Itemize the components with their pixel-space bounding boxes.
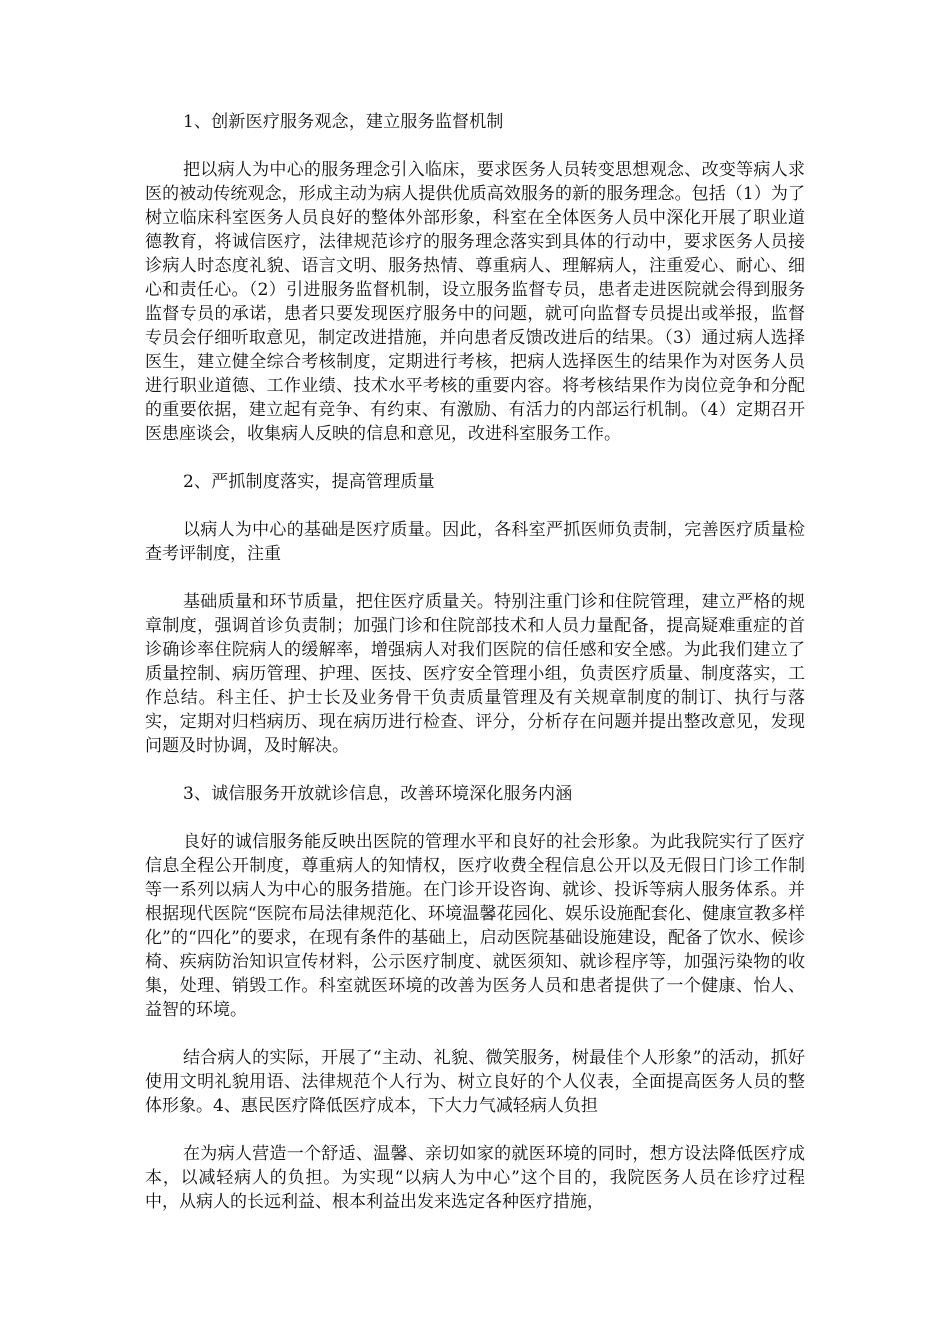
section-3-paragraph-1: 良好的诚信服务能反映出医院的管理水平和良好的社会形象。为此我院实行了医疗信息全程公开制度，尊重病人的知情权，医疗收费全程信息公开以及无假日门诊工作制等一系列以病人为中心的服务措施。在门诊开设咨询、就诊、投诉等病人服务体系。并根据现代医院“医院布局法律规范化、环境温馨花园化、娱乐设施配套化、健康宣教多样化”的“四化”的要求，在现有条件的基础上，启动医院基础设施建设，配备了饮水、候诊椅、疾病防治知识宣传材料，公示医疗制度、就医须知、就诊程序等，加强污染物的收集，处理、销毁工作。科室就医环境的改善为医务人员和患者提供了一个健康、怡人、益智的环境。 (145, 832, 805, 1020)
section-3-paragraph-2: 结合病人的实际，开展了“主动、礼貌、微笑服务，树最佳个人形象”的活动，抓好使用文明礼貌用语、法律规范个人行为、树立良好的个人仪表，全面提高医务人员的整体形象。4、惠民医疗降低医疗成本，下大力气减轻病人负担 (145, 1048, 805, 1116)
section-1-heading: 1、创新医疗服务观念，建立服务监督机制 (183, 112, 504, 132)
section-2-heading: 2、严抓制度落实，提高管理质量 (183, 472, 435, 492)
document-page (145, 110, 805, 1238)
section-2-paragraph-2: 基础质量和环节质量，把住医疗质量关。特别注重门诊和住院管理，建立严格的规章制度，强调首诊负责制；加强门诊和住院部技术和人员力量配备，提高疑难重症的首诊确诊率住院病人的缓解率，增强病人对我们医院的信任感和安全感。为此我们建立了质量控制、病历管理、护理、医技、医疗安全管理小组，负责医疗质量、制度落实，工作总结。科主任、护士长及业务骨干负责质量管理及有关规章制度的制订、执行与落实，定期对归档病历、现在病历进行检查、评分，分析存在问题并提出整改意见，发现问题及时协调，及时解决。 (145, 592, 805, 756)
section-3-heading: 3、诚信服务开放就诊信息，改善环境深化服务内涵 (183, 784, 573, 804)
section-3-paragraph-3: 在为病人营造一个舒适、温馨、亲切如家的就医环境的同时，想方设法降低医疗成本，以减轻病人的负担。为实现“以病人为中心”这个目的，我院医务人员在诊疗过程中，从病人的长远利益、根本利益出发来选定各种医疗措施， (145, 1144, 805, 1212)
section-2-paragraph-1: 以病人为中心的基础是医疗质量。因此，各科室严抓医师负责制，完善医疗质量检查考评制度，注重 (145, 520, 805, 564)
section-1-paragraph-1: 把以病人为中心的服务理念引入临床，要求医务人员转变思想观念、改变等病人求医的被动传统观念，形成主动为病人提供优质高效服务的新的服务理念。包括（1）为了树立临床科室医务人员良好的整体外部形象，科室在全体医务人员中深化开展了职业道德教育，将诚信医疗，法律规范诊疗的服务理念落实到具体的行动中，要求医务人员接诊病人时态度礼貌、语言文明、服务热情、尊重病人、理解病人，注重爱心、耐心、细心和责任心。（2）引进服务监督机制，设立服务监督专员，患者走进医院就会得到服务监督专员的承诺，患者只要发现医疗服务中的问题，就可向监督专员提出或举报，监督专员会仔细听取意见，制定改进措施，并向患者反馈改进后的结果。（3）通过病人选择医生，建立健全综合考核制度，定期进行考核，把病人选择医生的结果作为对医务人员进行职业道德、工作业绩、技术水平考核的重要内容。将考核结果作为岗位竞争和分配的重要依据，建立起有竞争、有约束、有激励、有活力的内部运行机制。（4）定期召开医患座谈会，收集病人反映的信息和意见，改进科室服务工作。 (145, 160, 805, 444)
